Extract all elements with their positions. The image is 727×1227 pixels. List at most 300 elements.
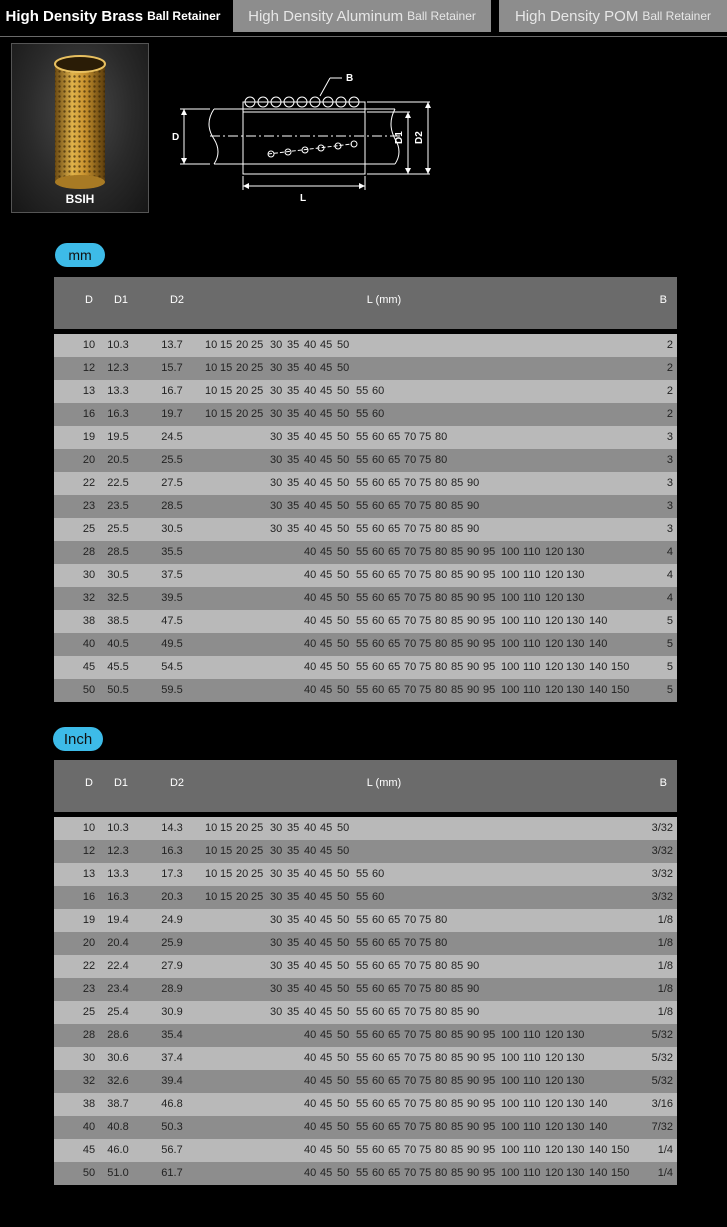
cell-d1: 20.4 [107,937,129,949]
cell-l-value: 140 [589,1167,608,1179]
cell-l-value: 40 [304,661,317,673]
cell-l-value: 75 [419,914,432,926]
cell-d1: 16.3 [107,408,129,420]
cell-d: 38 [82,1098,96,1110]
tab-aluminum-ball-retainer[interactable] [233,0,491,32]
cell-b: 2 [666,385,673,397]
cell-l-value: 45 [320,569,333,581]
cell-l-value: 35 [287,523,300,535]
cell-l-value: 65 [388,500,401,512]
cell-l-value: 10 [205,822,218,834]
cell-l-value: 150 [611,1144,630,1156]
cell-l-value: 120 [545,661,564,673]
cell-b: 3/32 [651,822,673,834]
cell-l-value: 80 [435,684,448,696]
cell-l-value: 45 [320,500,333,512]
cell-l-value: 80 [435,1121,448,1133]
table-row [54,817,677,840]
cell-d2: 28.9 [161,983,183,995]
table-row [54,955,677,978]
table-row [54,633,677,656]
table-row [54,1024,677,1047]
cell-b: 3/32 [651,868,673,880]
cell-d1: 32.6 [107,1075,129,1087]
cell-l-value: 55 [356,454,369,466]
table-row [54,610,677,633]
cell-b: 4 [666,546,673,558]
cell-l-value: 85 [451,638,464,650]
table-row [54,1001,677,1024]
cell-l-value: 85 [451,1167,464,1179]
cell-l-value: 85 [451,546,464,558]
cell-l-value: 50 [337,431,350,443]
cell-l-value: 45 [320,983,333,995]
cell-l-value: 95 [483,546,496,558]
cell-d2: 30.5 [161,523,183,535]
cell-l-value: 45 [320,1029,333,1041]
cell-l-value: 20 [236,385,249,397]
cell-l-value: 85 [451,592,464,604]
cell-l-value: 55 [356,569,369,581]
cell-l-value: 75 [419,1052,432,1064]
table-row [54,909,677,932]
cell-l-value: 45 [320,1075,333,1087]
cell-l-value: 130 [566,1167,585,1179]
cell-l-value: 45 [320,362,333,374]
cell-l-value: 110 [523,569,541,581]
cell-l-value: 65 [388,937,401,949]
cell-b: 3 [666,477,673,489]
cell-b: 1/8 [657,1006,673,1018]
cell-l-value: 40 [304,822,317,834]
cell-d2: 13.7 [161,339,183,351]
cell-d2: 25.9 [161,937,183,949]
cell-l-value: 45 [320,454,333,466]
cell-l-value: 70 [404,1052,417,1064]
cell-l-value: 80 [435,661,448,673]
cell-l-value: 55 [356,868,369,880]
header-l: L (mm) [366,294,402,306]
cell-l-value: 130 [566,1098,585,1110]
cell-l-value: 75 [419,1121,432,1133]
cell-l-value: 75 [419,1167,432,1179]
cell-d2: 30.9 [161,1006,183,1018]
cell-l-value: 75 [419,523,432,535]
cell-l-value: 100 [501,1167,520,1179]
cell-l-value: 120 [545,1098,564,1110]
cell-l-value: 140 [589,1098,608,1110]
cell-l-value: 10 [205,362,218,374]
tab-bar [0,0,727,37]
cell-l-value: 60 [372,960,385,972]
cell-l-value: 35 [287,891,300,903]
tab-aluminum-subtitle: Ball Retainer [407,9,476,23]
header-d2: D2 [169,294,185,306]
cell-l-value: 70 [404,638,417,650]
cell-l-value: 65 [388,431,401,443]
cell-l-value: 40 [304,1144,317,1156]
cell-d: 25 [82,1006,96,1018]
cell-b: 1/8 [657,937,673,949]
cell-l-value: 55 [356,1144,369,1156]
cell-l-value: 95 [483,1098,496,1110]
cell-l-value: 40 [304,1029,317,1041]
cell-l-value: 130 [566,684,585,696]
cell-l-value: 55 [356,1098,369,1110]
cell-l-value: 50 [337,546,350,558]
cell-l-value: 50 [337,661,350,673]
cell-b: 4 [666,592,673,604]
cell-l-value: 70 [404,1144,417,1156]
cell-l-value: 35 [287,339,300,351]
cell-l-value: 120 [545,1167,564,1179]
cell-d: 13 [82,385,96,397]
cell-l-value: 45 [320,960,333,972]
cell-l-value: 30 [270,431,283,443]
cell-l-value: 50 [337,362,350,374]
cell-l-value: 120 [545,684,564,696]
cell-l-value: 100 [501,1029,520,1041]
cell-l-value: 60 [372,569,385,581]
tab-pom-title: High Density POM [514,7,639,25]
cell-d2: 39.4 [161,1075,183,1087]
brass-retainer-image [12,44,148,212]
table-header [54,760,677,812]
cell-l-value: 60 [372,937,385,949]
cell-l-value: 90 [467,960,480,972]
cell-l-value: 110 [523,592,541,604]
cell-l-value: 60 [372,661,385,673]
cell-d: 23 [82,500,96,512]
cell-l-value: 40 [304,431,317,443]
cell-l-value: 110 [523,1052,541,1064]
cell-l-value: 140 [589,1121,608,1133]
cell-l-value: 45 [320,592,333,604]
cell-d2: 15.7 [161,362,183,374]
cell-l-value: 65 [388,477,401,489]
table-header [54,277,677,329]
cell-l-value: 65 [388,592,401,604]
cell-d: 23 [82,983,96,995]
cell-d1: 38.5 [107,615,129,627]
cell-l-value: 95 [483,684,496,696]
cell-l-value: 55 [356,983,369,995]
tab-pom-ball-retainer[interactable] [499,0,727,32]
cell-l-value: 65 [388,1029,401,1041]
cell-l-value: 140 [589,661,608,673]
cell-l-value: 50 [337,454,350,466]
cell-l-value: 30 [270,500,283,512]
cell-l-value: 60 [372,1121,385,1133]
cell-l-value: 75 [419,546,432,558]
cell-l-value: 130 [566,1052,585,1064]
cell-l-value: 40 [304,638,317,650]
cell-l-value: 100 [501,592,520,604]
cell-d: 28 [82,546,96,558]
cell-d2: 47.5 [161,615,183,627]
cell-l-value: 90 [467,500,480,512]
cell-l-value: 120 [545,638,564,650]
cell-d1: 32.5 [107,592,129,604]
cell-l-value: 80 [435,500,448,512]
cell-l-value: 50 [337,523,350,535]
cell-l-value: 85 [451,1144,464,1156]
cell-l-value: 80 [435,569,448,581]
cell-l-value: 25 [251,385,264,397]
cell-l-value: 110 [523,684,541,696]
unit-label-mm: mm [55,243,105,267]
cell-l-value: 60 [372,1144,385,1156]
cell-d: 50 [82,1167,96,1179]
cell-l-value: 70 [404,1029,417,1041]
header-l: L (mm) [366,777,402,789]
cell-l-value: 50 [337,914,350,926]
cell-d2: 61.7 [161,1167,183,1179]
cell-d2: 25.5 [161,454,183,466]
cell-l-value: 110 [523,546,541,558]
cell-d1: 30.5 [107,569,129,581]
cell-l-value: 40 [304,983,317,995]
cell-d: 45 [82,661,96,673]
cell-l-value: 55 [356,477,369,489]
cell-l-value: 70 [404,1006,417,1018]
cell-d2: 49.5 [161,638,183,650]
cell-l-value: 25 [251,868,264,880]
cell-l-value: 25 [251,408,264,420]
cell-l-value: 35 [287,385,300,397]
cell-l-value: 50 [337,1167,350,1179]
cell-l-value: 80 [435,638,448,650]
cell-d: 40 [82,638,96,650]
cell-l-value: 90 [467,638,480,650]
cell-l-value: 25 [251,845,264,857]
tab-brass-subtitle: Ball Retainer [147,9,221,23]
cell-l-value: 30 [270,385,283,397]
dimension-diagram [170,66,440,206]
cell-b: 3/32 [651,845,673,857]
cell-l-value: 30 [270,1006,283,1018]
cell-l-value: 60 [372,868,385,880]
table-row [54,334,677,357]
cell-l-value: 55 [356,431,369,443]
cell-l-value: 75 [419,615,432,627]
cell-d1: 40.5 [107,638,129,650]
cell-l-value: 150 [611,684,630,696]
cell-l-value: 80 [435,615,448,627]
cell-l-value: 50 [337,868,350,880]
product-label: BSIH [65,192,95,206]
cell-l-value: 90 [467,1167,480,1179]
cell-l-value: 140 [589,1144,608,1156]
cell-d: 20 [82,454,96,466]
cell-l-value: 100 [501,1121,520,1133]
cell-l-value: 30 [270,914,283,926]
table-row [54,863,677,886]
cell-l-value: 120 [545,1121,564,1133]
cell-l-value: 90 [467,1029,480,1041]
cell-l-value: 55 [356,1029,369,1041]
cell-d1: 38.7 [107,1098,129,1110]
cell-l-value: 45 [320,1052,333,1064]
cell-d2: 16.3 [161,845,183,857]
cell-l-value: 45 [320,638,333,650]
cell-l-value: 15 [220,339,233,351]
cell-l-value: 50 [337,477,350,489]
cell-l-value: 45 [320,477,333,489]
cell-l-value: 35 [287,431,300,443]
diagram-label-d: D [172,132,180,143]
cell-l-value: 30 [270,960,283,972]
cell-l-value: 75 [419,937,432,949]
cell-d: 12 [82,845,96,857]
cell-l-value: 60 [372,615,385,627]
cell-b: 4 [666,569,673,581]
cell-l-value: 50 [337,339,350,351]
cell-l-value: 60 [372,983,385,995]
cell-l-value: 50 [337,822,350,834]
cell-l-value: 150 [611,661,630,673]
cell-l-value: 120 [545,1052,564,1064]
cell-l-value: 50 [337,408,350,420]
cell-l-value: 55 [356,1006,369,1018]
cell-l-value: 110 [523,638,541,650]
cell-l-value: 50 [337,592,350,604]
cell-l-value: 60 [372,454,385,466]
cell-l-value: 20 [236,408,249,420]
cell-d: 16 [82,891,96,903]
cell-l-value: 100 [501,1052,520,1064]
cell-d1: 46.0 [107,1144,129,1156]
cell-l-value: 75 [419,960,432,972]
cell-l-value: 100 [501,569,520,581]
cell-d2: 54.5 [161,661,183,673]
cell-l-value: 80 [435,960,448,972]
table-row [54,978,677,1001]
cell-l-value: 30 [270,408,283,420]
cell-l-value: 50 [337,891,350,903]
cell-l-value: 85 [451,983,464,995]
cell-l-value: 35 [287,960,300,972]
cell-l-value: 95 [483,1167,496,1179]
cell-l-value: 90 [467,592,480,604]
cell-d: 28 [82,1029,96,1041]
cell-d1: 40.8 [107,1121,129,1133]
cell-l-value: 65 [388,1144,401,1156]
cell-d2: 37.5 [161,569,183,581]
cell-d1: 20.5 [107,454,129,466]
cell-l-value: 65 [388,1052,401,1064]
cell-d2: 27.9 [161,960,183,972]
tab-brass-ball-retainer[interactable] [0,0,226,32]
cell-l-value: 85 [451,1029,464,1041]
cell-l-value: 10 [205,891,218,903]
cell-d2: 20.3 [161,891,183,903]
cell-l-value: 90 [467,661,480,673]
cell-l-value: 30 [270,822,283,834]
cell-l-value: 55 [356,523,369,535]
cell-d1: 16.3 [107,891,129,903]
cell-l-value: 80 [435,1098,448,1110]
cell-l-value: 70 [404,1121,417,1133]
cell-l-value: 90 [467,1144,480,1156]
cell-l-value: 50 [337,1121,350,1133]
cell-d2: 35.4 [161,1029,183,1041]
cell-l-value: 120 [545,592,564,604]
cell-l-value: 90 [467,477,480,489]
cell-d1: 22.5 [107,477,129,489]
cell-l-value: 50 [337,1052,350,1064]
cell-l-value: 50 [337,569,350,581]
cell-d1: 23.5 [107,500,129,512]
cell-l-value: 80 [435,1144,448,1156]
cell-l-value: 80 [435,431,448,443]
cell-l-value: 80 [435,592,448,604]
cell-l-value: 65 [388,1006,401,1018]
cell-d1: 25.5 [107,523,129,535]
cell-l-value: 65 [388,960,401,972]
cell-l-value: 45 [320,615,333,627]
cell-l-value: 85 [451,500,464,512]
cell-l-value: 15 [220,408,233,420]
cell-d2: 39.5 [161,592,183,604]
cell-d2: 37.4 [161,1052,183,1064]
cell-l-value: 10 [205,845,218,857]
cell-l-value: 15 [220,845,233,857]
cell-l-value: 55 [356,615,369,627]
cell-b: 5/32 [651,1029,673,1041]
cell-l-value: 75 [419,661,432,673]
table-body [54,817,677,1185]
cell-l-value: 90 [467,1075,480,1087]
cell-d2: 24.5 [161,431,183,443]
cell-d2: 56.7 [161,1144,183,1156]
cell-d1: 22.4 [107,960,129,972]
cell-b: 1/8 [657,914,673,926]
cell-l-value: 70 [404,1075,417,1087]
cell-l-value: 130 [566,592,585,604]
cell-l-value: 40 [304,1121,317,1133]
cell-l-value: 95 [483,638,496,650]
cell-l-value: 110 [523,661,541,673]
spec-table-inch [54,760,677,1185]
cell-l-value: 40 [304,845,317,857]
cell-l-value: 90 [467,615,480,627]
cell-l-value: 45 [320,845,333,857]
cell-l-value: 55 [356,891,369,903]
cell-l-value: 45 [320,339,333,351]
cell-l-value: 35 [287,1006,300,1018]
cell-l-value: 130 [566,661,585,673]
cell-d2: 59.5 [161,684,183,696]
cell-l-value: 45 [320,1167,333,1179]
cell-l-value: 35 [287,408,300,420]
cell-l-value: 20 [236,891,249,903]
cell-l-value: 85 [451,477,464,489]
cell-l-value: 35 [287,500,300,512]
cell-l-value: 65 [388,1121,401,1133]
cell-l-value: 35 [287,822,300,834]
cell-b: 3 [666,431,673,443]
cell-l-value: 95 [483,1029,496,1041]
cell-l-value: 60 [372,408,385,420]
cell-l-value: 20 [236,822,249,834]
cell-l-value: 55 [356,914,369,926]
cell-l-value: 65 [388,1167,401,1179]
cell-l-value: 90 [467,523,480,535]
table-row [54,886,677,909]
cell-l-value: 55 [356,500,369,512]
cell-l-value: 95 [483,1144,496,1156]
